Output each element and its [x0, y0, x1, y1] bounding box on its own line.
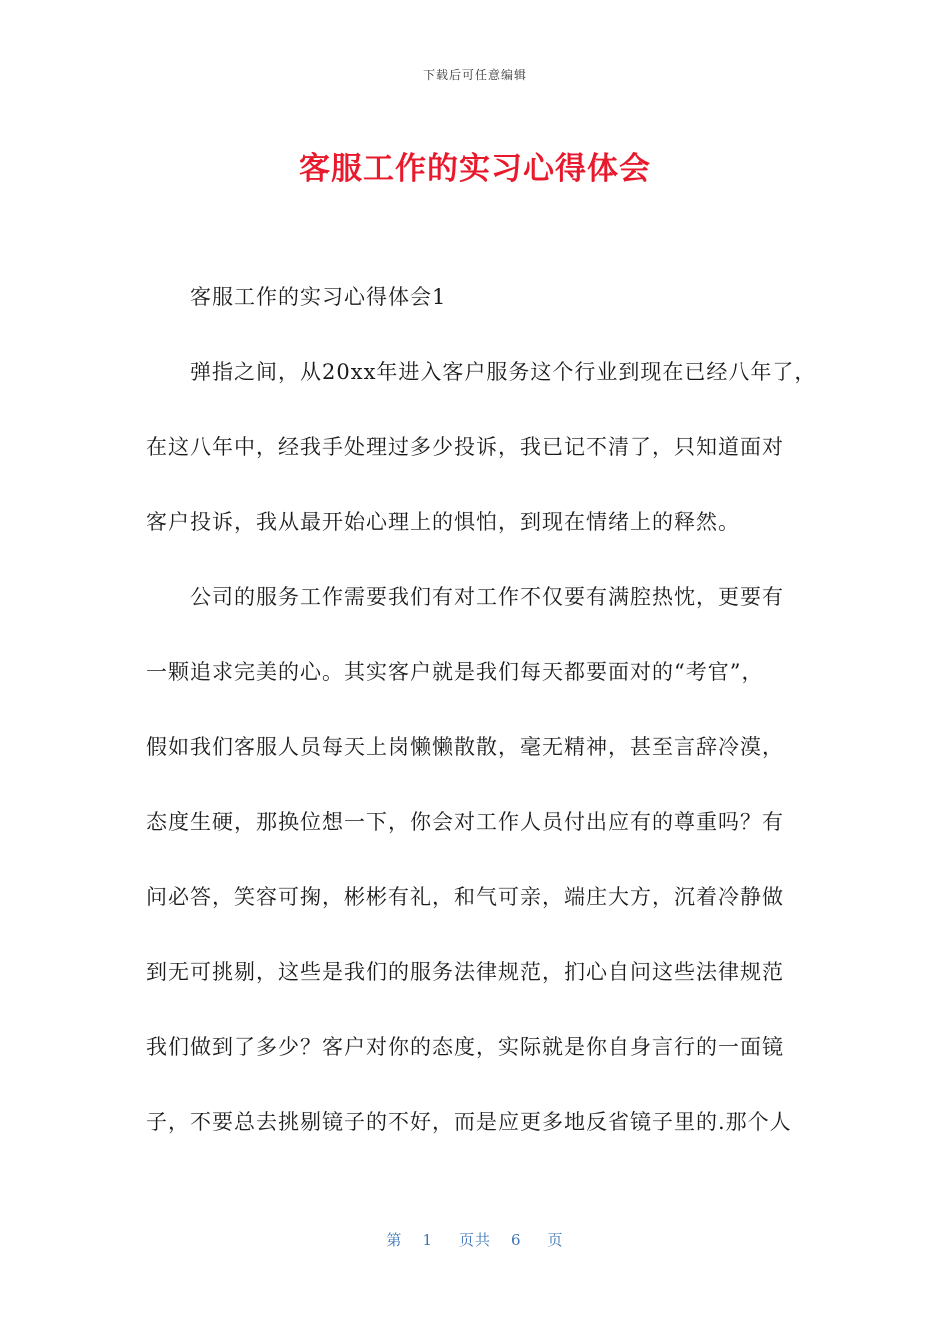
paragraph-line: 态度生硬，那换位想一下，你会对工作人员付出应有的尊重吗？有 — [146, 810, 784, 834]
page-footer — [0, 1229, 950, 1250]
paragraph-line: 公司的服务工作需要我们有对工作不仅要有满腔热忱，更要有 — [190, 585, 784, 609]
section-heading: 客服工作的实习心得体会1 — [190, 285, 447, 309]
paragraph-line: 问必答，笑容可掬，彬彬有礼，和气可亲，端庄大方，沉着冷静做 — [146, 885, 784, 909]
document-body — [146, 270, 816, 1170]
paragraph-line: 我们做到了多少？客户对你的态度，实际就是你自身言行的一面镜 — [146, 1035, 784, 1059]
header-note: 下载后可任意编辑 — [422, 68, 527, 82]
page-number: 1 — [422, 1231, 433, 1249]
footer-suffix: 页 — [547, 1231, 564, 1249]
paragraph-line: 一颗追求完美的心。其实客户就是我们每天都要面对的“考官”， — [146, 660, 764, 684]
footer-middle: 页共 — [458, 1231, 491, 1249]
paragraph-line: 弹指之间，从20xx年进入客户服务这个行业到现在已经八年了， — [190, 360, 817, 384]
paragraph-line: 假如我们客服人员每天上岗懒懒散散，毫无精神，甚至言辞冷漠， — [146, 735, 784, 759]
document-title: 客服工作的实习心得体会 — [299, 151, 651, 187]
page-total: 6 — [511, 1231, 522, 1249]
paragraph-line: 在这八年中，经我手处理过多少投诉，我已记不清了，只知道面对 — [146, 435, 784, 459]
footer-prefix: 第 — [386, 1231, 403, 1249]
paragraph-line: 客户投诉，我从最开始心理上的惧怕，到现在情绪上的释然。 — [146, 510, 740, 534]
paragraph-line: 到无可挑剔，这些是我们的服务法律规范，扪心自问这些法律规范 — [146, 960, 784, 984]
paragraph-line: 子，不要总去挑剔镜子的不好，而是应更多地反省镜子里的.那个人 — [146, 1110, 792, 1134]
